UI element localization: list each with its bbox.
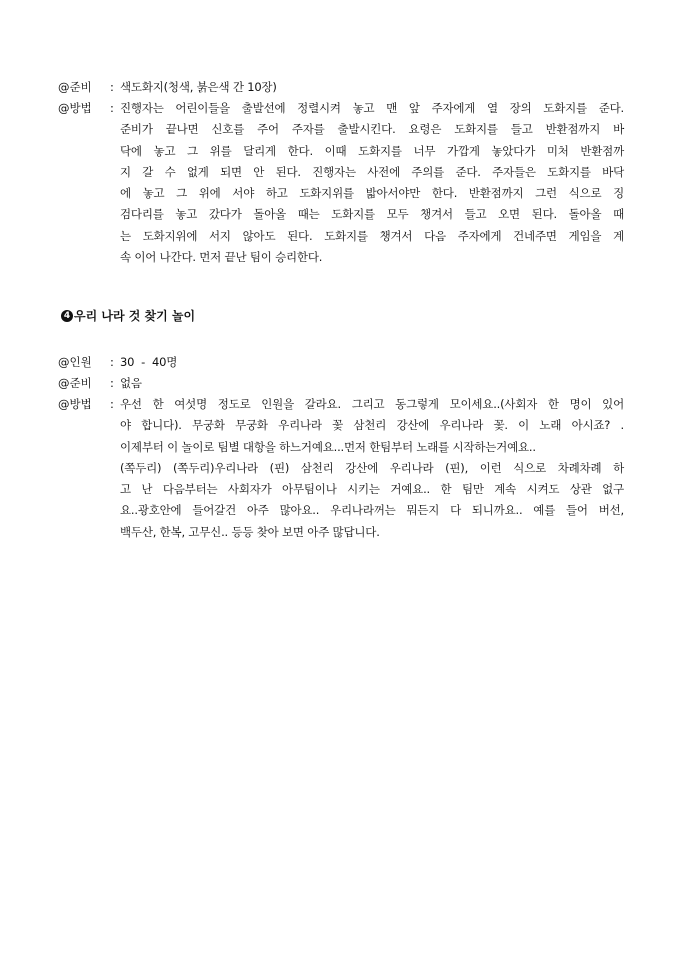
game2-people-label: @인원 [58,355,92,369]
game2-people-row [58,352,624,373]
section-title-text: 우리 나라 것 찾기 놀이 [74,309,196,323]
game2-method-line: 요..광호안에 들어갈건 아주 많아요.. 우리나라꺼는 뭐든지 다 되니까요.. 예를 들어 버선, [120,503,624,518]
game1-prep-row [58,77,624,98]
game2-prep-value: 없음 [120,376,142,390]
game1-method-line: 에 놓고 그 위에 서야 하고 도화지위를 밟아서야만 한다. 반환점까지 그런 식으로 징 [120,186,624,201]
game2-method-colon: : [110,397,114,411]
game2-prep-row [58,373,624,394]
game1-method-line: 는 도화지위에 서지 않아도 된다. 도화지를 챙겨서 다음 주자에게 건네주면 게임을 계 [120,228,624,243]
game2-people-value: 30 - 40명 [120,355,178,369]
game1-method-row [58,98,624,268]
game1-method-line: 진행자는 어린이들을 출발선에 정렬시켜 놓고 맨 앞 주자에게 열 장의 도화지를 준다. [120,101,624,115]
game1-method-line: 닥에 놓고 그 위를 달리게 한다. 이때 도화지를 너무 가깝게 놓았다가 미처 반환점까 [120,143,624,158]
game1-prep-colon: : [110,80,114,94]
game2-method-line: 우선 한 여섯명 정도로 인원을 갈라요. 그리고 동그렇게 모이세요..(사회자 한 명이 있어 [120,397,624,411]
game1-method-line: 검다리를 놓고 갔다가 돌아올 때는 도화지를 모두 챙겨서 들고 오면 된다. 돌아올 때 [120,207,624,222]
game2-method-label: @방법 [58,397,92,411]
circled-number-icon: 4 [61,310,73,322]
game1-method-label: @방법 [58,101,92,115]
game2-method-text [120,394,624,543]
game1-method-text [120,98,624,268]
game1-method-line: 준비가 끝나면 신호를 주어 주자를 출발시킨다. 요령은 도화지를 들고 반환점까지 바 [120,122,624,137]
game2-method-line: (쪽두리) (쪽두리)우리나라 (핀) 삼천리 강산에 우리나라 (핀), 이런 식으로 차례차례 하 [120,460,624,475]
game2-method-row [58,394,624,543]
game2-people-colon: : [110,355,114,369]
game1-method-line: 지 갈 수 없게 되면 안 된다. 진행자는 사전에 주의를 준다. 주자들은 도화지를 바닥 [120,164,624,179]
game1-method-line: 속 이어 나간다. 먼저 끝난 팀이 승리한다. [120,250,323,265]
game1-prep-label: @준비 [58,80,92,94]
game1-prep-value: 색도화지(청색, 붉은색 간 10장) [120,80,277,94]
game1-method-colon: : [110,101,114,115]
game2-method-line: 고 난 다음부터는 사회자가 아무팀이나 시키는 거예요.. 한 팀만 계속 시켜도 상관 없구 [120,482,624,497]
game2-prep-label: @준비 [58,376,92,390]
game2-method-line: 백두산, 한복, 고무신.. 등등 찾아 보면 아주 많답니다. [120,524,380,539]
game2-prep-colon: : [110,376,114,390]
game2-method-line: 야 합니다). 무궁화 무궁화 우리나라 꽃 삼천리 강산에 우리나라 꽃. 이 노래 아시죠? . [120,418,624,433]
section-heading [61,307,195,325]
game2-method-line: 이제부터 이 놀이로 팀별 대항을 하느거예요...먼저 한팀부터 노래를 시작하는거예요.. [120,439,536,454]
